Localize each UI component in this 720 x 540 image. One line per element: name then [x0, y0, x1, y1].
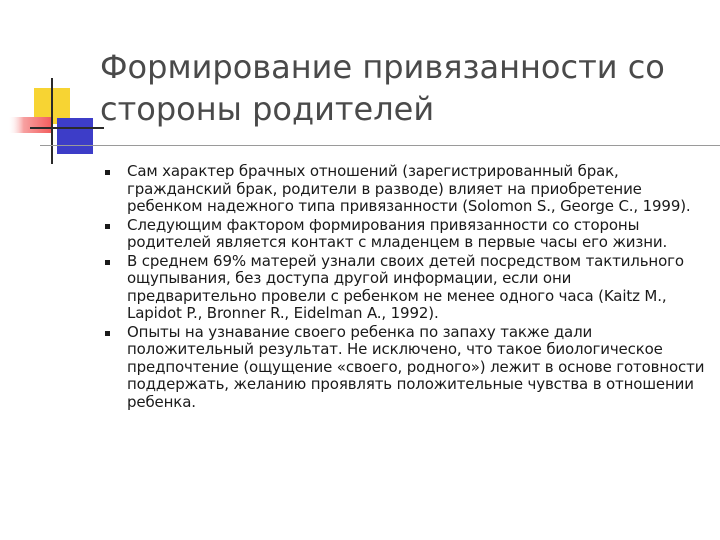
bullet-square-icon: [105, 260, 110, 265]
bullet-text: Сам характер брачных отношений (зарегистрированный брак, гражданский брак, родители в разводе) влияет на приобретение ребенком надежного типа привязанности (Solomon S., George C., 1999).: [127, 162, 691, 215]
deco-vertical-line: [51, 78, 53, 164]
bullet-text: Следующим фактором формирования привязанности со стороны родителей является контакт с младенцем в первые часы его жизни.: [127, 215, 668, 251]
bullet-square-icon: [105, 170, 110, 175]
bullet-list: [100, 163, 705, 412]
bullet-text: Опыты на узнавание своего ребенка по запаху также дали положительный результат. Не исключено, что такое биологическое предпочтение (ощущение «своего, родного») лежит в основе готовности поддержать, желанию проявлять положительные чувства в отношении ребенка.: [127, 322, 705, 411]
title-divider: [40, 145, 720, 146]
bullet-text: В среднем 69% матерей узнали своих детей посредством тактильного ощупывания, без доступа другой информации, если они предварительно провели с ребенком не менее одного часа (Kaitz M., Lapidot P., Bronner R., Eidelman A., 1992).: [127, 251, 684, 322]
bullet-square-icon: [105, 224, 110, 229]
slide-title: Формирование привязанности со стороны родителей: [100, 48, 665, 128]
bullet-item: [100, 253, 705, 323]
deco-horizontal-line: [30, 127, 104, 129]
bullet-square-icon: [105, 331, 110, 336]
bullet-item: [100, 217, 705, 252]
deco-blue-square: [57, 118, 93, 154]
bullet-item: [100, 324, 705, 412]
bullet-item: [100, 163, 705, 216]
deco-red-bar: [8, 117, 53, 133]
